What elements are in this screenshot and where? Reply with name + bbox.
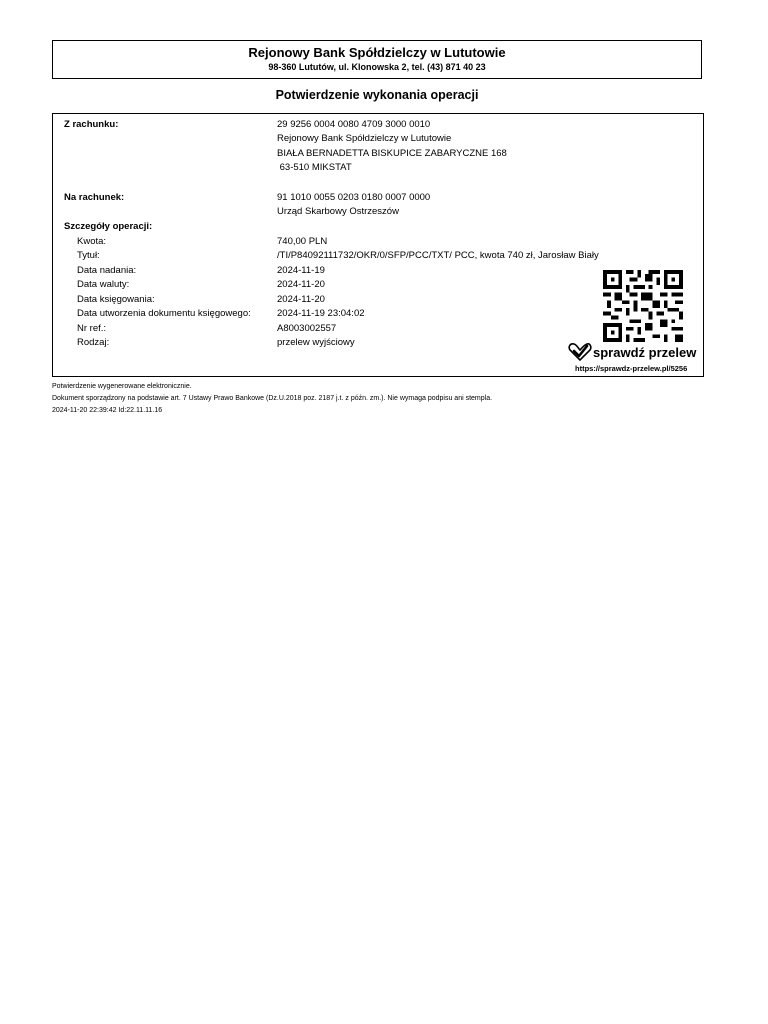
detail-value-type: przelew wyjściowy	[277, 337, 355, 348]
document-title: Potwierdzenie wykonania operacji	[275, 88, 479, 102]
detail-label-created: Data utworzenia dokumentu księgowego:	[77, 308, 251, 319]
from-account-bank: Rejonowy Bank Spółdzielczy w Lututowie	[277, 133, 452, 144]
bank-address: 98-360 Lututów, ul. Klonowska 2, tel. (43) 871 40 23	[268, 62, 486, 72]
detail-value-amount: 740,00 PLN	[277, 236, 328, 247]
detail-label-title: Tytuł:	[77, 250, 100, 261]
detail-value-booking-date: 2024-11-20	[277, 294, 325, 305]
details-label: Szczegóły operacji:	[64, 221, 153, 232]
detail-label-booking-date: Data księgowania:	[77, 294, 155, 305]
detail-label-send-date: Data nadania:	[77, 265, 137, 276]
detail-value-created: 2024-11-19 23:04:02	[277, 308, 365, 319]
from-account-city: 63-510 MIKSTAT	[277, 162, 352, 173]
operation-details-box	[52, 113, 704, 377]
bank-name: Rejonowy Bank Spółdzielczy w Lututowie	[248, 45, 506, 60]
footer-line-timestamp: 2024-11-20 22:39:42 Id:22.11.11.16	[52, 407, 163, 414]
detail-value-send-date: 2024-11-19	[277, 265, 325, 276]
qr-code-icon[interactable]	[603, 270, 683, 342]
from-account-label: Z rachunku:	[64, 119, 119, 130]
verify-brand: sprawdź przelew	[593, 345, 697, 360]
to-account-number: 91 1010 0055 0203 0180 0007 0000	[277, 192, 431, 203]
detail-label-ref: Nr ref.:	[77, 323, 107, 334]
detail-label-amount: Kwota:	[77, 236, 107, 247]
verify-url-link[interactable]: https://sprawdz-przelew.pl/5256	[575, 364, 688, 373]
detail-label-value-date: Data waluty:	[77, 279, 130, 290]
detail-value-title: /TI/P84092111732/OKR/0/SFP/PCC/TXT/ PCC, kwota 740 zł, Jarosław Biały	[277, 250, 599, 261]
to-account-label: Na rachunek:	[64, 192, 125, 203]
to-account-name: Urząd Skarbowy Ostrzeszów	[277, 206, 399, 217]
footer-line-generated: Potwierdzenie wygenerowane elektronicznie.	[52, 383, 192, 390]
footer-line-legal: Dokument sporządzony na podstawie art. 7 Ustawy Prawo Bankowe (Dz.U.2018 poz. 2187 j.t. z późn. zm.). Nie wymaga podpisu ani stempla.	[52, 395, 493, 402]
detail-value-ref: A8003002557	[277, 323, 337, 334]
detail-label-type: Rodzaj:	[77, 337, 110, 348]
bank-header	[52, 40, 702, 79]
detail-value-value-date: 2024-11-20	[277, 279, 325, 290]
from-account-owner: BIAŁA BERNADETTA BISKUPICE ZABARYCZNE 168	[277, 148, 507, 159]
from-account-number: 29 9256 0004 0080 4709 3000 0010	[277, 119, 431, 130]
check-heart-icon	[568, 342, 592, 362]
